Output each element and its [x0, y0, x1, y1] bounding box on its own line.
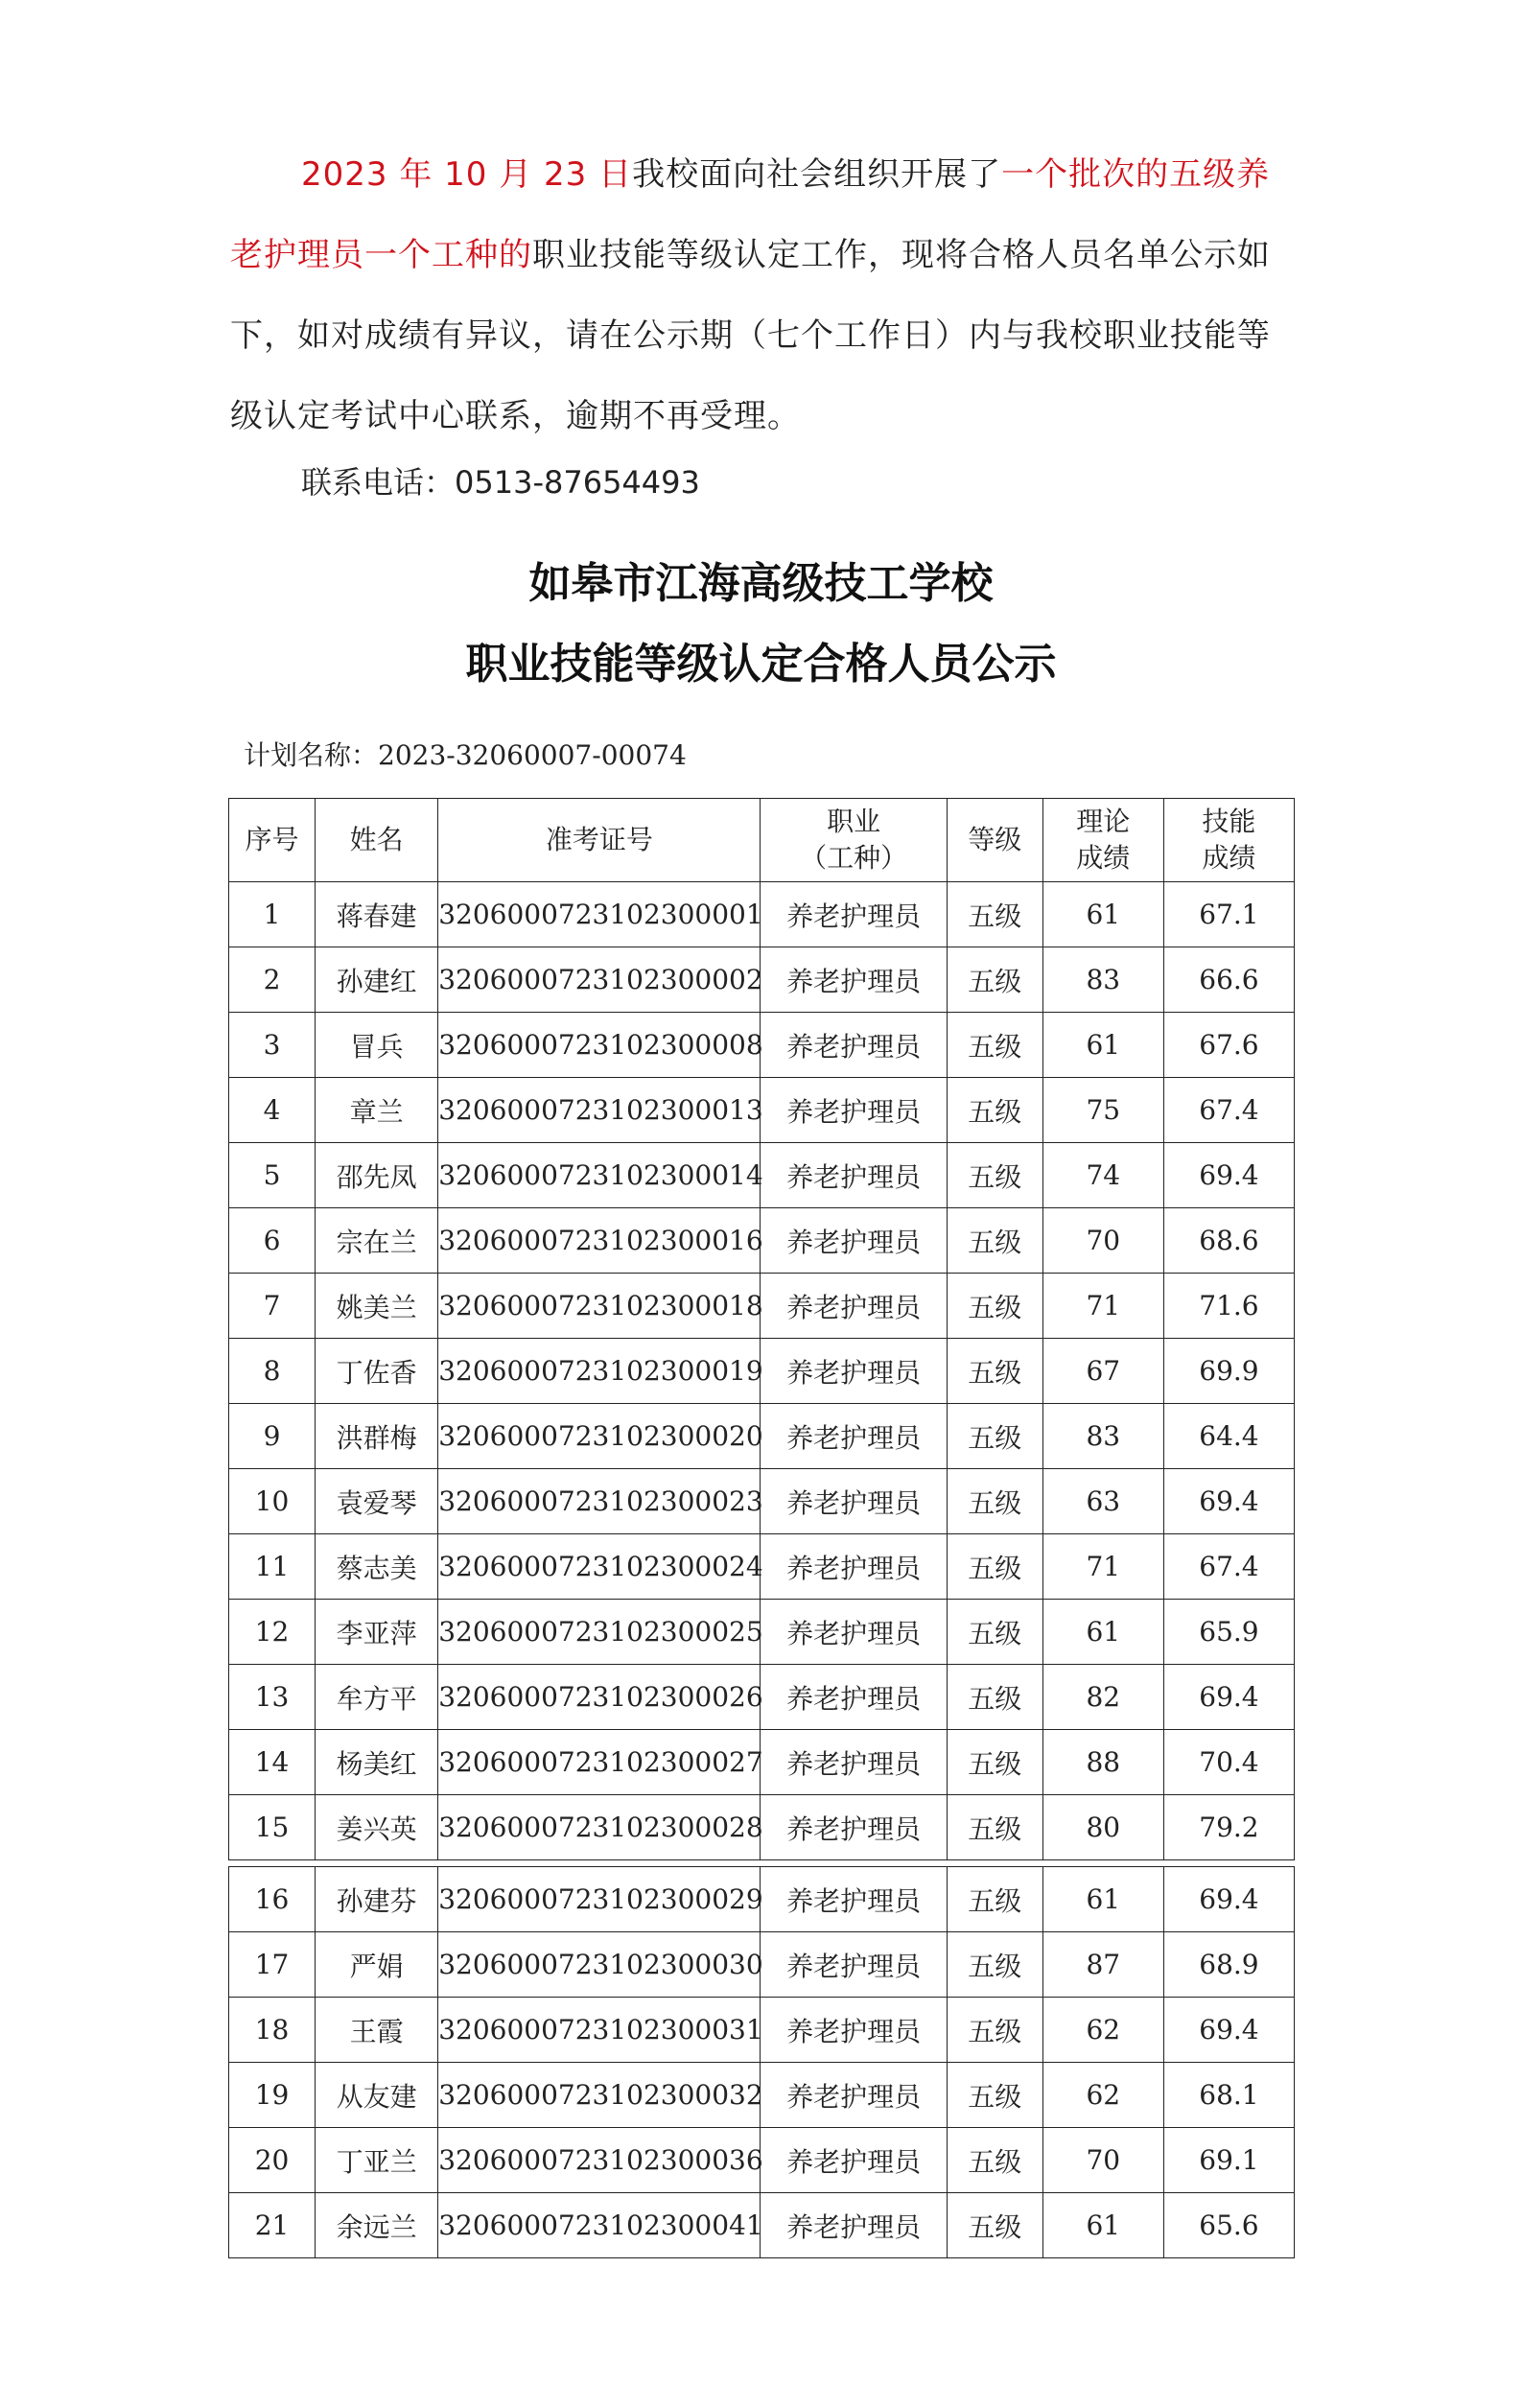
- cell-name: 冒兵: [316, 1013, 438, 1078]
- cell-theory: 82: [1042, 1665, 1163, 1730]
- cell-level: 五级: [947, 1208, 1042, 1274]
- cell-id: 3206000723102300024: [438, 1534, 761, 1600]
- cell-level: 五级: [947, 1143, 1042, 1208]
- results-table-body-1: [229, 882, 1295, 1860]
- cell-level: 五级: [947, 1274, 1042, 1339]
- cell-level: 五级: [947, 2128, 1042, 2193]
- cell-skill: 79.2: [1163, 1795, 1294, 1860]
- intro-date: 2023 年 10 月 23 日: [301, 155, 633, 194]
- cell-no: 19: [229, 2063, 316, 2128]
- cell-no: 5: [229, 1143, 316, 1208]
- header-job-line2: （工种）: [800, 842, 908, 874]
- cell-name: 蔡志美: [316, 1534, 438, 1600]
- cell-job: 养老护理员: [761, 1274, 947, 1339]
- cell-no: 9: [229, 1404, 316, 1469]
- table-row: [229, 1208, 1295, 1274]
- cell-job: 养老护理员: [761, 1534, 947, 1600]
- cell-level: 五级: [947, 1469, 1042, 1534]
- cell-name: 丁亚兰: [316, 2128, 438, 2193]
- cell-theory: 61: [1042, 2193, 1163, 2258]
- cell-level: 五级: [947, 1998, 1042, 2063]
- cell-skill: 66.6: [1163, 947, 1294, 1013]
- cell-name: 宗在兰: [316, 1208, 438, 1274]
- table-row: [229, 1078, 1295, 1143]
- cell-id: 3206000723102300036: [438, 2128, 761, 2193]
- cell-theory: 61: [1042, 1867, 1163, 1932]
- cell-job: 养老护理员: [761, 1469, 947, 1534]
- cell-skill: 67.4: [1163, 1534, 1294, 1600]
- cell-skill: 69.4: [1163, 1998, 1294, 2063]
- cell-skill: 71.6: [1163, 1274, 1294, 1339]
- cell-skill: 67.1: [1163, 882, 1294, 947]
- cell-id: 3206000723102300031: [438, 1998, 761, 2063]
- cell-id: 3206000723102300027: [438, 1730, 761, 1795]
- intro-part1: 我校面向社会组织开展了: [632, 155, 1002, 194]
- table-row: [229, 1730, 1295, 1795]
- table-row: [229, 1795, 1295, 1860]
- cell-theory: 75: [1042, 1078, 1163, 1143]
- cell-no: 2: [229, 947, 316, 1013]
- cell-skill: 69.4: [1163, 1469, 1294, 1534]
- table-row: [229, 1665, 1295, 1730]
- cell-id: 3206000723102300002: [438, 947, 761, 1013]
- cell-name: 从友建: [316, 2063, 438, 2128]
- intro-part2: 职业技能等级认定工作，现将合格人员名单公示如下，如对成绩有异议，请在公示期（七个工作日）内与我校职业技能等级认定考试中心联系，逾期不再受理。: [230, 236, 1271, 435]
- cell-name: 王霞: [316, 1998, 438, 2063]
- cell-skill: 65.9: [1163, 1600, 1294, 1665]
- cell-id: 3206000723102300014: [438, 1143, 761, 1208]
- cell-job: 养老护理员: [761, 1665, 947, 1730]
- cell-name: 袁爱琴: [316, 1469, 438, 1534]
- header-theory: [1042, 799, 1163, 882]
- table-row: [229, 1534, 1295, 1600]
- cell-job: 养老护理员: [761, 1404, 947, 1469]
- cell-id: 3206000723102300028: [438, 1795, 761, 1860]
- cell-no: 8: [229, 1339, 316, 1404]
- cell-job: 养老护理员: [761, 947, 947, 1013]
- table-row: [229, 1867, 1295, 1932]
- cell-no: 21: [229, 2193, 316, 2258]
- cell-level: 五级: [947, 947, 1042, 1013]
- cell-theory: 87: [1042, 1932, 1163, 1998]
- cell-skill: 68.1: [1163, 2063, 1294, 2128]
- cell-job: 养老护理员: [761, 1143, 947, 1208]
- header-job: [761, 799, 947, 882]
- cell-name: 章兰: [316, 1078, 438, 1143]
- results-table: [228, 798, 1295, 1860]
- school-title: 如皋市江海高级技工学校: [528, 559, 994, 608]
- cell-theory: 83: [1042, 947, 1163, 1013]
- cell-job: 养老护理员: [761, 1932, 947, 1998]
- cell-name: 姜兴英: [316, 1795, 438, 1860]
- cell-level: 五级: [947, 1600, 1042, 1665]
- cell-no: 3: [229, 1013, 316, 1078]
- cell-job: 养老护理员: [761, 1208, 947, 1274]
- cell-id: 3206000723102300019: [438, 1339, 761, 1404]
- results-table-continued: [228, 1866, 1295, 2258]
- cell-id: 3206000723102300018: [438, 1274, 761, 1339]
- table-row: [229, 1013, 1295, 1078]
- header-no: 序号: [229, 799, 316, 882]
- cell-theory: 71: [1042, 1274, 1163, 1339]
- notice-title: 职业技能等级认定合格人员公示: [465, 640, 1057, 689]
- cell-name: 洪群梅: [316, 1404, 438, 1469]
- cell-no: 12: [229, 1600, 316, 1665]
- header-job-line1: 职业: [827, 806, 881, 837]
- cell-no: 11: [229, 1534, 316, 1600]
- header-id: 准考证号: [438, 799, 761, 882]
- cell-theory: 70: [1042, 2128, 1163, 2193]
- cell-theory: 62: [1042, 2063, 1163, 2128]
- cell-no: 16: [229, 1867, 316, 1932]
- cell-level: 五级: [947, 1339, 1042, 1404]
- cell-name: 邵先凤: [316, 1143, 438, 1208]
- table-row: [229, 882, 1295, 947]
- cell-name: 丁佐香: [316, 1339, 438, 1404]
- cell-id: 3206000723102300001: [438, 882, 761, 947]
- cell-level: 五级: [947, 2063, 1042, 2128]
- table-header-row: [229, 799, 1295, 882]
- cell-theory: 71: [1042, 1534, 1163, 1600]
- cell-id: 3206000723102300030: [438, 1932, 761, 1998]
- contact-phone: 联系电话：0513-87654493: [301, 464, 700, 501]
- cell-level: 五级: [947, 1013, 1042, 1078]
- cell-skill: 65.6: [1163, 2193, 1294, 2258]
- cell-level: 五级: [947, 1932, 1042, 1998]
- cell-skill: 67.4: [1163, 1078, 1294, 1143]
- cell-id: 3206000723102300016: [438, 1208, 761, 1274]
- cell-id: 3206000723102300041: [438, 2193, 761, 2258]
- cell-id: 3206000723102300020: [438, 1404, 761, 1469]
- cell-no: 1: [229, 882, 316, 947]
- cell-job: 养老护理员: [761, 2193, 947, 2258]
- cell-theory: 70: [1042, 1208, 1163, 1274]
- cell-skill: 69.4: [1163, 1867, 1294, 1932]
- header-theory-line2: 成绩: [1076, 842, 1131, 874]
- cell-job: 养老护理员: [761, 2128, 947, 2193]
- cell-id: 3206000723102300032: [438, 2063, 761, 2128]
- table-row: [229, 1469, 1295, 1534]
- cell-skill: 67.6: [1163, 1013, 1294, 1078]
- cell-theory: 63: [1042, 1469, 1163, 1534]
- cell-name: 杨美红: [316, 1730, 438, 1795]
- cell-no: 4: [229, 1078, 316, 1143]
- cell-name: 姚美兰: [316, 1274, 438, 1339]
- cell-skill: 69.4: [1163, 1143, 1294, 1208]
- table-row: [229, 1600, 1295, 1665]
- table-row: [229, 1998, 1295, 2063]
- cell-job: 养老护理员: [761, 2063, 947, 2128]
- table-row: [229, 1143, 1295, 1208]
- cell-level: 五级: [947, 1665, 1042, 1730]
- cell-no: 15: [229, 1795, 316, 1860]
- header-level: 等级: [947, 799, 1042, 882]
- cell-level: 五级: [947, 2193, 1042, 2258]
- table-row: [229, 947, 1295, 1013]
- cell-no: 14: [229, 1730, 316, 1795]
- cell-no: 13: [229, 1665, 316, 1730]
- cell-no: 10: [229, 1469, 316, 1534]
- intro-paragraph: [230, 134, 1285, 456]
- cell-id: 3206000723102300013: [438, 1078, 761, 1143]
- cell-theory: 74: [1042, 1143, 1163, 1208]
- cell-level: 五级: [947, 1795, 1042, 1860]
- cell-name: 严娟: [316, 1932, 438, 1998]
- table-row: [229, 2128, 1295, 2193]
- cell-job: 养老护理员: [761, 1867, 947, 1932]
- cell-id: 3206000723102300008: [438, 1013, 761, 1078]
- cell-skill: 64.4: [1163, 1404, 1294, 1469]
- results-table-body-2: [229, 1867, 1295, 2258]
- table-row: [229, 2193, 1295, 2258]
- cell-level: 五级: [947, 1404, 1042, 1469]
- cell-theory: 61: [1042, 882, 1163, 947]
- cell-theory: 80: [1042, 1795, 1163, 1860]
- table-row: [229, 2063, 1295, 2128]
- cell-level: 五级: [947, 882, 1042, 947]
- cell-level: 五级: [947, 1534, 1042, 1600]
- cell-skill: 68.9: [1163, 1932, 1294, 1998]
- cell-no: 20: [229, 2128, 316, 2193]
- cell-skill: 68.6: [1163, 1208, 1294, 1274]
- cell-skill: 70.4: [1163, 1730, 1294, 1795]
- header-skill: [1163, 799, 1294, 882]
- table-row: [229, 1404, 1295, 1469]
- cell-skill: 69.4: [1163, 1665, 1294, 1730]
- cell-id: 3206000723102300029: [438, 1867, 761, 1932]
- cell-skill: 69.9: [1163, 1339, 1294, 1404]
- cell-theory: 88: [1042, 1730, 1163, 1795]
- cell-name: 余远兰: [316, 2193, 438, 2258]
- cell-job: 养老护理员: [761, 1339, 947, 1404]
- cell-theory: 62: [1042, 1998, 1163, 2063]
- cell-no: 7: [229, 1274, 316, 1339]
- intro-batch: 一个批次的五级养老护理员一个工种的: [230, 155, 1271, 274]
- cell-theory: 83: [1042, 1404, 1163, 1469]
- cell-id: 3206000723102300023: [438, 1469, 761, 1534]
- cell-job: 养老护理员: [761, 1795, 947, 1860]
- cell-no: 6: [229, 1208, 316, 1274]
- cell-level: 五级: [947, 1730, 1042, 1795]
- cell-job: 养老护理员: [761, 1730, 947, 1795]
- cell-name: 蒋春建: [316, 882, 438, 947]
- plan-name: 计划名称：2023-32060007-00074: [244, 739, 687, 771]
- cell-id: 3206000723102300025: [438, 1600, 761, 1665]
- cell-theory: 61: [1042, 1013, 1163, 1078]
- cell-level: 五级: [947, 1867, 1042, 1932]
- cell-theory: 67: [1042, 1339, 1163, 1404]
- cell-job: 养老护理员: [761, 1998, 947, 2063]
- cell-name: 孙建芬: [316, 1867, 438, 1932]
- cell-no: 17: [229, 1932, 316, 1998]
- cell-job: 养老护理员: [761, 1078, 947, 1143]
- header-theory-line1: 理论: [1076, 806, 1131, 837]
- cell-job: 养老护理员: [761, 1600, 947, 1665]
- header-skill-line1: 技能: [1202, 806, 1256, 837]
- cell-no: 18: [229, 1998, 316, 2063]
- header-skill-line2: 成绩: [1202, 842, 1256, 874]
- table-row: [229, 1932, 1295, 1998]
- cell-name: 牟方平: [316, 1665, 438, 1730]
- cell-job: 养老护理员: [761, 1013, 947, 1078]
- cell-id: 3206000723102300026: [438, 1665, 761, 1730]
- header-name: 姓名: [316, 799, 438, 882]
- cell-level: 五级: [947, 1078, 1042, 1143]
- cell-name: 李亚萍: [316, 1600, 438, 1665]
- table-row: [229, 1274, 1295, 1339]
- table-row: [229, 1339, 1295, 1404]
- cell-theory: 61: [1042, 1600, 1163, 1665]
- cell-job: 养老护理员: [761, 882, 947, 947]
- cell-skill: 69.1: [1163, 2128, 1294, 2193]
- cell-name: 孙建红: [316, 947, 438, 1013]
